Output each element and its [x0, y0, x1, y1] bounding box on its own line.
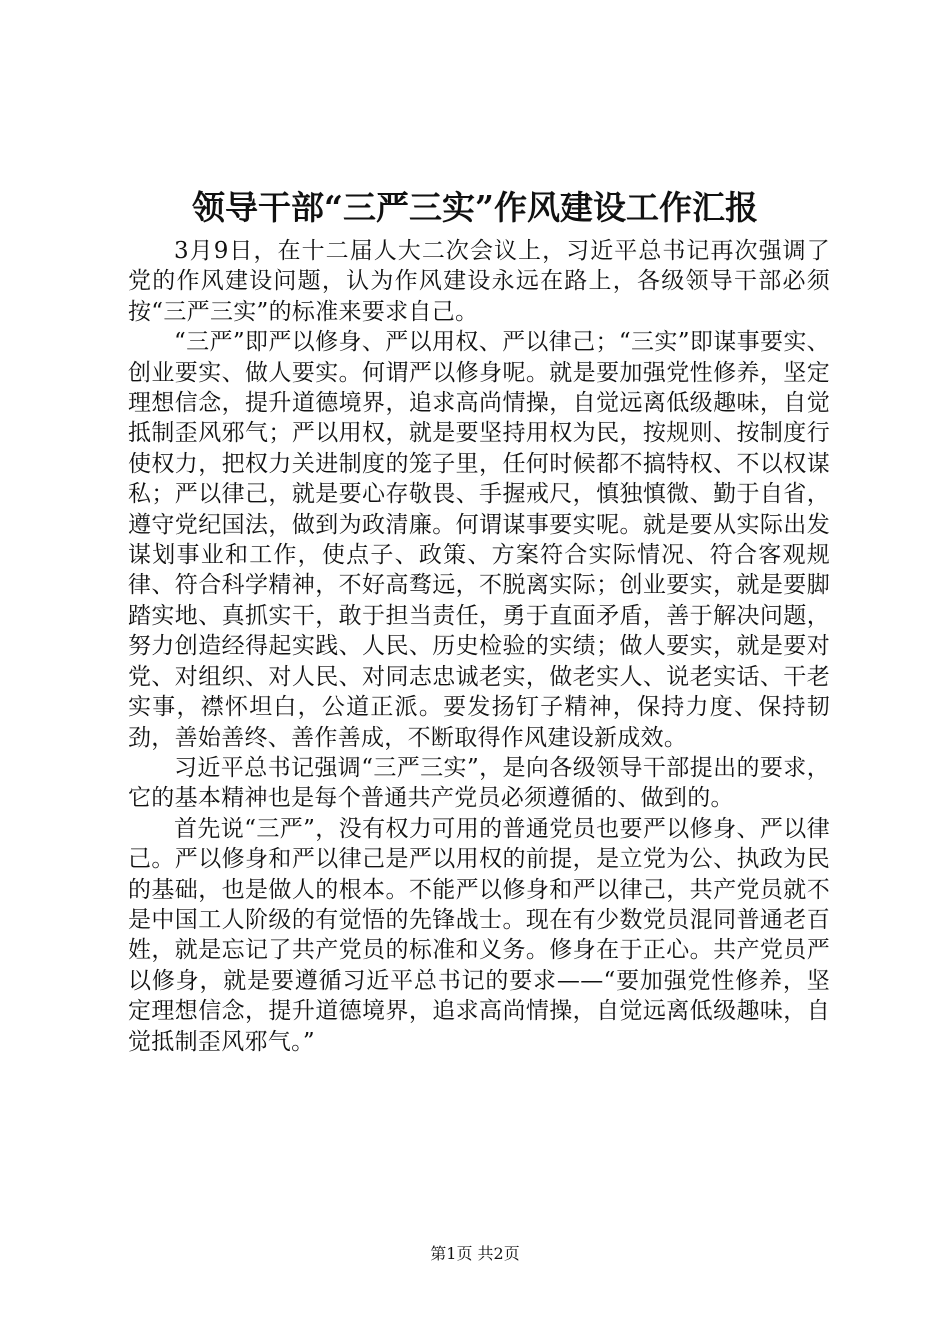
paragraph-4: 首先说“三严”，没有权力可用的普通党员也要严以修身、严以律己。严以修身和严以律己是严以用权的前提，是立党为公、执政为民的基础，也是做人的根本。不能严以修身和严以律己，共产党员就不是中国工人阶级的有觉悟的先锋战士。现在有少数党员混同普通老百姓，就是忘记了共产党员的标准和义务。修身在于正心。共产党员严以修身，就是要遵循习近平总书记的要求——“要加强党性修养，坚定理想信念，提升道德境界，追求高尚情操，自觉远离低级趣味，自觉抵制歪风邪气。” [128, 815, 830, 1055]
document-title: 领导干部“三严三实”作风建设工作汇报 [192, 188, 758, 227]
paragraph-1: 3月9日，在十二届人大二次会议上，习近平总书记再次强调了党的作风建设问题，认为作风建设永远在路上，各级领导干部必须按“三严三实”的标准来要求自己。 [128, 238, 830, 325]
paragraph-2: “三严”即严以修身、严以用权、严以律己；“三实”即谋事要实、创业要实、做人要实。何谓严以修身呢。就是要加强党性修养，坚定理想信念，提升道德境界，追求高尚情操，自觉远离低级趣味，自觉抵制歪风邪气；严以用权，就是要坚持用权为民，按规则、按制度行使权力，把权力关进制度的笼子里，任何时候都不搞特权、不以权谋私；严以律己，就是要心存敬畏、手握戒尺，慎独慎微、勤于自省，遵守党纪国法，做到为政清廉。何谓谋事要实呢。就是要从实际出发谋划事业和工作，使点子、政策、方案符合实际情况、符合客观规律、符合科学精神，不好高骛远，不脱离实际；创业要实，就是要脚踏实地、真抓实干，敢于担当责任，勇于直面矛盾，善于解决问题，努力创造经得起实践、人民、历史检验的实绩；做人要实，就是要对党、对组织、对人民、对同志忠诚老实，做老实人、说老实话、干老实事，襟怀坦白，公道正派。要发扬钉子精神，保持力度、保持韧劲，善始善终、善作善成，不断取得作风建设新成效。 [128, 329, 830, 751]
document-body [128, 236, 830, 1057]
page-footer: 第1页 共2页 [430, 1244, 520, 1263]
paragraph-3: 习近平总书记强调“三严三实”，是向各级领导干部提出的要求，它的基本精神也是每个普通共产党员必须遵循的、做到的。 [128, 754, 830, 812]
